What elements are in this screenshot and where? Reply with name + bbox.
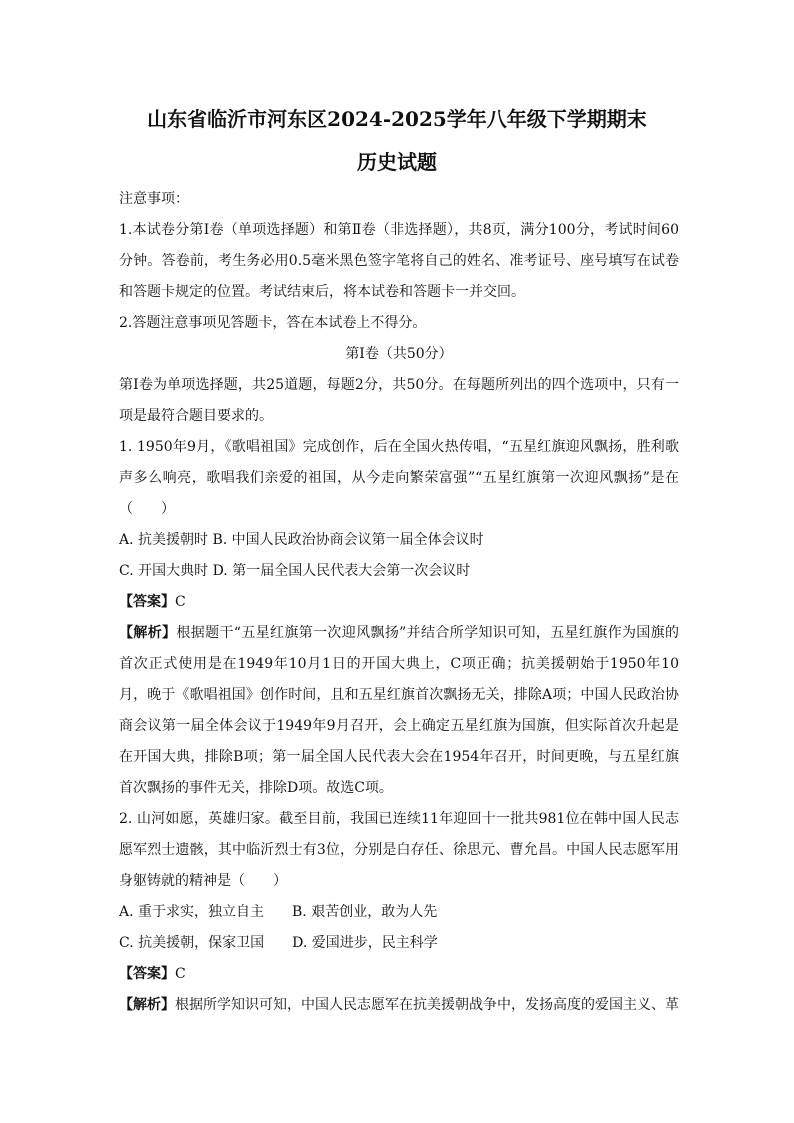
- notice-heading: 注意事项：: [119, 191, 189, 207]
- document-body: [119, 184, 679, 1021]
- question-1-analysis: [119, 618, 679, 804]
- section-heading: 第Ⅰ卷（共50分）: [345, 346, 453, 362]
- section-intro: 第Ⅰ卷为单项选择题，共25道题，每题2分，共50分。在每题所列出的四个选项中，只有一项是最符合题目要求的。: [119, 377, 679, 424]
- question-1-options-cd: C. 开国大典时 D. 第一届全国人民代表大会第一次会议时: [119, 563, 471, 579]
- question-1-options-ab: A. 抗美援朝时 B. 中国人民政治协商会议第一届全体会议时: [119, 532, 484, 548]
- answer-label: 【答案】: [119, 966, 175, 982]
- question-2-stem: 2. 山河如愿，英雄归家。截至目前，我国已连续11年迎回十一批共981位在韩中国人民志愿军烈士遗骸，其中临沂烈士有3位，分别是白存任、徐思元、曹允昌。中国人民志愿军用身躯铸就的精神是（ ）: [119, 811, 679, 889]
- analysis-label: 【解析】: [119, 997, 175, 1013]
- question-2-options-ab: A. 重于求实，独立自主 B. 艰苦创业，敢为人先: [119, 904, 438, 920]
- analysis-text: 根据题干“五星红旗第一次迎风飘扬”并结合所学知识可知，五星红旗作为国旗的首次正式使用是在1949年10月1日的开国大典上，C项正确；抗美援朝始于1950年10月，晚于《歌唱祖国》创作时间，且和五星红旗首次飘扬无关，排除A项；中国人民政治协商会议第一届全体会议于1949年9月召开，会上确定五星红旗为国旗，但实际首次升起是在开国大典，排除B项；第一届全国人民代表大会在1954年召开，时间更晚，与五星红旗首次飘扬的事件无关，排除D项。故选C项。: [119, 625, 680, 796]
- document-subtitle: 历史试题: [357, 150, 437, 174]
- analysis-text: 根据所学知识可知，中国人民志愿军在抗美援朝战争中，发扬高度的爱国主义、革: [175, 997, 679, 1013]
- question-2-options-cd: C. 抗美援朝，保家卫国 D. 爱国进步，民主科学: [119, 935, 438, 951]
- question-1-stem: 1. 1950年9月，《歌唱祖国》完成创作，后在全国火热传唱，“五星红旗迎风飘扬，胜利歌声多么响亮，歌唱我们亲爱的祖国，从今走向繁荣富强”“五星红旗第一次迎风飘扬”是在（ ）: [119, 439, 679, 517]
- notice-item-2: 2.答题注意事项见答题卡，答在本试卷上不得分。: [119, 315, 427, 331]
- answer-value: C: [175, 594, 186, 610]
- question-1-answer: [119, 587, 679, 618]
- document-title: 山东省临沂市河东区2024-2025学年八年级下学期期末: [147, 107, 647, 131]
- answer-value: C: [175, 966, 186, 982]
- question-2-analysis: [119, 990, 679, 1021]
- notice-item-1: 1.本试卷分第Ⅰ卷（单项选择题）和第Ⅱ卷（非选择题），共8页，满分100分，考试时间60分钟。答卷前，考生务必用0.5毫米黑色签字笔将自己的姓名、准考证号、座号填写在试卷和答题卡规定的位置。考试结束后，将本试卷和答题卡一并交回。: [119, 222, 679, 300]
- answer-label: 【答案】: [119, 594, 175, 610]
- analysis-label: 【解析】: [119, 625, 177, 641]
- question-2-answer: [119, 959, 679, 990]
